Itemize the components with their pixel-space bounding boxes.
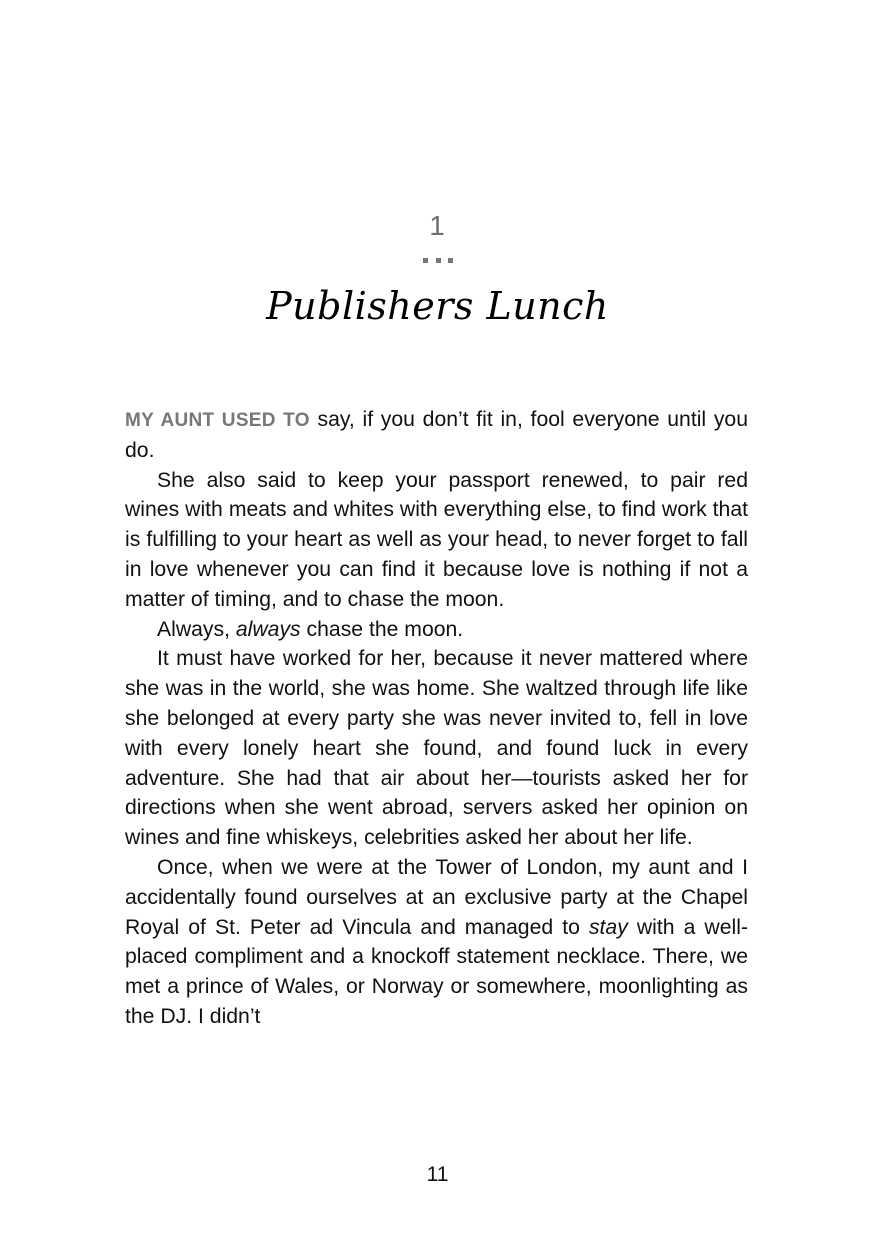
- emphasis-text: always: [235, 617, 301, 641]
- paragraph-lead-in: MY AUNT USED TO: [125, 410, 310, 431]
- paragraph-text: say, if you don’t fit in, fool everyone until you do.: [125, 408, 748, 462]
- paragraph-text: She also said to keep your passport renewed, to pair red wines with meats and whites with everything else, to find work that is fulfilling to your heart as well as your head, to never forget to fall in love whenever you can find it because love is nothing if not a matter of timing, and to chase the moon.: [125, 468, 748, 611]
- ornament-dot: [436, 258, 441, 263]
- paragraph-text: It must have worked for her, because it never mattered where she was in the world, she was home. She waltzed through life like she belonged at every party she was never invited to, fell in love with every lonely heart she found, and found luck in every adventure. She had that air about her—tourists asked her for directions when she went abroad, servers asked her opinion on wines and fine whiskeys, celebrities asked her about her life.: [125, 647, 748, 850]
- paragraph: [125, 466, 748, 615]
- ornament-dot: [448, 258, 453, 263]
- paragraph: [125, 615, 748, 645]
- paragraph-text: Once, when we were at the Tower of London, my aunt and I accidentally found ourselves at an exclusive party at the Chapel Royal of St. Peter ad Vincula and managed to: [125, 855, 748, 939]
- chapter-title: Publishers Lunch: [266, 284, 609, 328]
- chapter-ornament: [423, 258, 453, 264]
- chapter-number: 1: [429, 210, 446, 241]
- page-number: 11: [426, 1163, 449, 1186]
- chapter-body: [125, 405, 748, 1032]
- ornament-dot: [423, 258, 428, 263]
- paragraph-text: Always,: [157, 617, 236, 641]
- paragraph: [125, 644, 748, 853]
- paragraph: [125, 405, 748, 466]
- paragraph: [125, 853, 748, 1032]
- emphasis-text: stay: [588, 915, 628, 939]
- paragraph-text: chase the moon.: [300, 617, 464, 641]
- paragraph-text: with a well-placed compliment and a knockoff statement necklace. There, we met a prince of Wales, or Norway or somewhere, moonlighting as the DJ. I didn’t: [125, 915, 748, 1028]
